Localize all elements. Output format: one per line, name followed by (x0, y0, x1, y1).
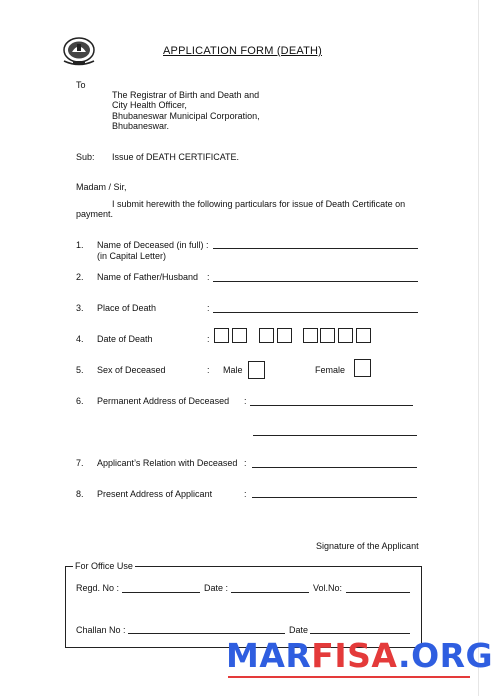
date-year-digit-box[interactable] (356, 328, 371, 343)
female-label: Female (315, 365, 346, 375)
date-year-digit-box[interactable] (303, 328, 318, 343)
regd-no-field[interactable] (122, 592, 200, 593)
place-of-death-field[interactable] (213, 312, 418, 313)
address-line: The Registrar of Birth and Death and (112, 90, 260, 100)
address-line: Bhubaneswar Municipal Corporation, (112, 111, 260, 121)
to-label: To (76, 80, 86, 90)
watermark-part: .ORG (398, 636, 493, 675)
field-number: 7. (76, 458, 84, 468)
date-year-digit-box[interactable] (338, 328, 353, 343)
municipal-seal-icon (61, 35, 98, 67)
watermark-part: FISA (311, 636, 399, 675)
office-use-legend: For Office Use (75, 561, 133, 571)
father-husband-name-field[interactable] (213, 281, 418, 282)
field-number: 4. (76, 334, 84, 344)
signature-label: Signature of the Applicant (316, 541, 419, 551)
field-colon: : (207, 334, 210, 344)
date-month-digit-box[interactable] (259, 328, 274, 343)
field-number: 1. (76, 240, 84, 250)
salutation: Madam / Sir, (76, 182, 127, 192)
field-number: 3. (76, 303, 84, 313)
subject-label: Sub: (76, 152, 95, 162)
regd-date-field[interactable] (231, 592, 309, 593)
watermark-underline (228, 676, 470, 678)
permanent-address-field-line2[interactable] (253, 435, 417, 436)
body-text: I submit herewith the following particulars for issue of Death Certificate on (112, 199, 406, 209)
field-number: 2. (76, 272, 84, 282)
challan-date-field[interactable] (310, 633, 410, 634)
field-colon: : (244, 396, 247, 406)
challan-no-label: Challan No : (76, 625, 126, 635)
field-number: 8. (76, 489, 84, 499)
field-colon: : (207, 303, 210, 313)
field-label: Place of Death (97, 303, 157, 313)
applicant-relation-field[interactable] (252, 467, 417, 468)
date-label: Date : (204, 583, 229, 593)
watermark-part: MAR (226, 636, 312, 675)
field-colon: : (207, 365, 210, 375)
page-edge (478, 0, 479, 696)
body-text: payment. (76, 209, 114, 219)
challan-date-label: Date (289, 625, 309, 635)
field-label: Sex of Deceased (97, 365, 166, 375)
field-colon: : (244, 458, 247, 468)
subject-text: Issue of DEATH CERTIFICATE. (112, 152, 240, 162)
challan-no-field[interactable] (128, 633, 285, 634)
field-label: Name of Deceased (in full) : (97, 240, 209, 250)
field-label: Present Address of Applicant (97, 489, 213, 499)
regd-no-label: Regd. No : (76, 583, 120, 593)
field-label: Permanent Address of Deceased (97, 396, 230, 406)
vol-no-label: Vol.No: (313, 583, 343, 593)
field-number: 6. (76, 396, 84, 406)
date-year-digit-box[interactable] (320, 328, 335, 343)
female-checkbox[interactable] (354, 359, 371, 377)
date-day-digit-box[interactable] (214, 328, 229, 343)
permanent-address-field[interactable] (250, 405, 413, 406)
field-colon: : (207, 272, 210, 282)
marfisa-watermark (226, 636, 493, 675)
male-label: Male (223, 365, 243, 375)
field-colon: : (244, 489, 247, 499)
date-month-digit-box[interactable] (277, 328, 292, 343)
male-checkbox[interactable] (248, 361, 265, 379)
vol-no-field[interactable] (346, 592, 410, 593)
form-title: APPLICATION FORM (DEATH) (163, 45, 323, 57)
field-sublabel: (in Capital Letter) (97, 251, 167, 261)
deceased-name-field[interactable] (213, 248, 418, 249)
address-line: Bhubaneswar. (112, 121, 170, 131)
field-label: Date of Death (97, 334, 153, 344)
field-number: 5. (76, 365, 84, 375)
field-label: Name of Father/Husband (97, 272, 199, 282)
field-label: Applicant’s Relation with Deceased (97, 458, 238, 468)
present-address-field[interactable] (252, 497, 417, 498)
address-line: City Health Officer, (112, 100, 187, 110)
date-day-digit-box[interactable] (232, 328, 247, 343)
